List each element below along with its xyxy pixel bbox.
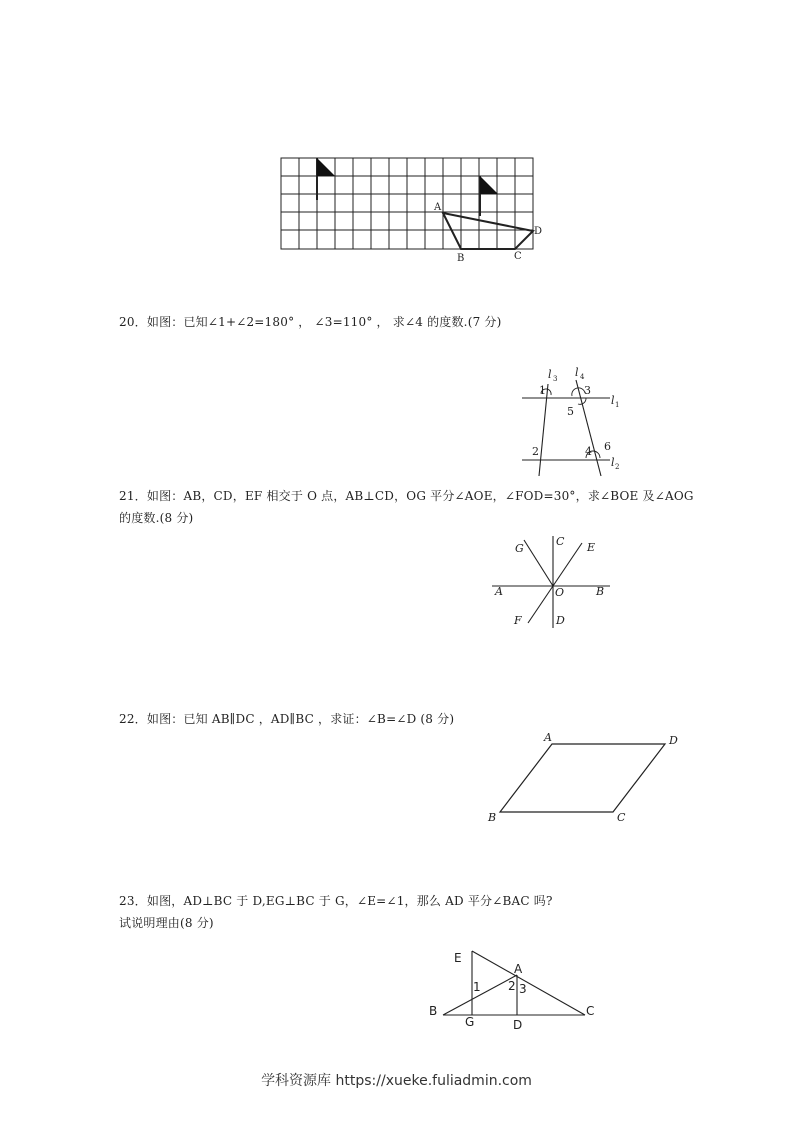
label-a: A bbox=[514, 962, 523, 976]
question-21-line-2: 的度数.(8 分) bbox=[119, 511, 194, 525]
question-23-line-1: 23．如图，AD⊥BC 于 D,EG⊥BC 于 G，∠E=∠1，那么 AD 平分∠BAC 吗? bbox=[119, 894, 553, 908]
label-d: D bbox=[534, 226, 543, 237]
label-c: C bbox=[556, 535, 565, 548]
label-o: O bbox=[555, 586, 565, 599]
angle-4: 4 bbox=[585, 445, 592, 458]
label-d: D bbox=[669, 734, 678, 747]
label-b: B bbox=[457, 253, 465, 264]
flag-2 bbox=[480, 176, 498, 216]
footer-source: 学科资源库 https://xueke.fuliadmin.com bbox=[261, 1073, 532, 1089]
angle-5: 5 bbox=[567, 405, 574, 418]
label-g: G bbox=[515, 542, 524, 555]
label-e: E bbox=[454, 951, 462, 965]
label-l3-sub: 3 bbox=[553, 375, 558, 383]
question-20: 20．如图：已知∠1+∠2=180° ， ∠3=110° ， 求∠4 的度数.(7 分) bbox=[119, 315, 502, 329]
label-d: D bbox=[513, 1018, 523, 1032]
question-21-line-1: 21．如图：AB，CD，EF 相交于 O 点，AB⊥CD，OG 平分∠AOE，∠FOD=30°，求∠BOE 及∠AOG bbox=[119, 489, 694, 503]
label-g: G bbox=[465, 1015, 475, 1029]
label-l1: l bbox=[611, 394, 615, 407]
angle-6: 6 bbox=[604, 440, 611, 453]
q20-parallel-lines-figure bbox=[515, 362, 635, 477]
angle-3: 3 bbox=[584, 384, 591, 397]
label-b: B bbox=[429, 1004, 438, 1018]
q23-triangle-figure bbox=[425, 945, 605, 1040]
label-f: F bbox=[514, 614, 522, 627]
angle-2: 2 bbox=[508, 979, 516, 993]
angle-1: 1 bbox=[473, 980, 481, 994]
label-l1-sub: 1 bbox=[615, 401, 620, 409]
quadrilateral-abcd bbox=[443, 213, 533, 249]
q22-parallelogram-figure bbox=[482, 728, 692, 828]
q19-grid-figure bbox=[275, 152, 543, 264]
label-b: B bbox=[488, 811, 497, 824]
angle-3: 3 bbox=[519, 982, 527, 996]
angle-2: 2 bbox=[532, 445, 539, 458]
label-c: C bbox=[514, 251, 522, 262]
label-d: D bbox=[556, 614, 565, 627]
label-l4: l bbox=[575, 366, 579, 379]
label-a: A bbox=[544, 731, 552, 744]
question-23-line-2: 试说明理由(8 分) bbox=[119, 916, 214, 930]
label-l2: l bbox=[611, 456, 615, 469]
label-a: A bbox=[434, 202, 442, 213]
angle-1: 1 bbox=[539, 384, 546, 397]
label-a: A bbox=[495, 585, 503, 598]
label-e: E bbox=[587, 541, 596, 554]
parallelogram-abcd bbox=[500, 744, 665, 812]
label-b: B bbox=[596, 585, 605, 598]
label-c: C bbox=[586, 1004, 595, 1018]
label-l3: l bbox=[548, 368, 552, 381]
label-c: C bbox=[617, 811, 626, 824]
label-l4-sub: 4 bbox=[580, 373, 585, 381]
question-22: 22．如图：已知 AB∥DC ，AD∥BC ，求证：∠B=∠D (8 分) bbox=[119, 712, 455, 726]
label-l2-sub: 2 bbox=[615, 463, 620, 471]
q21-intersecting-lines-figure bbox=[490, 533, 620, 633]
